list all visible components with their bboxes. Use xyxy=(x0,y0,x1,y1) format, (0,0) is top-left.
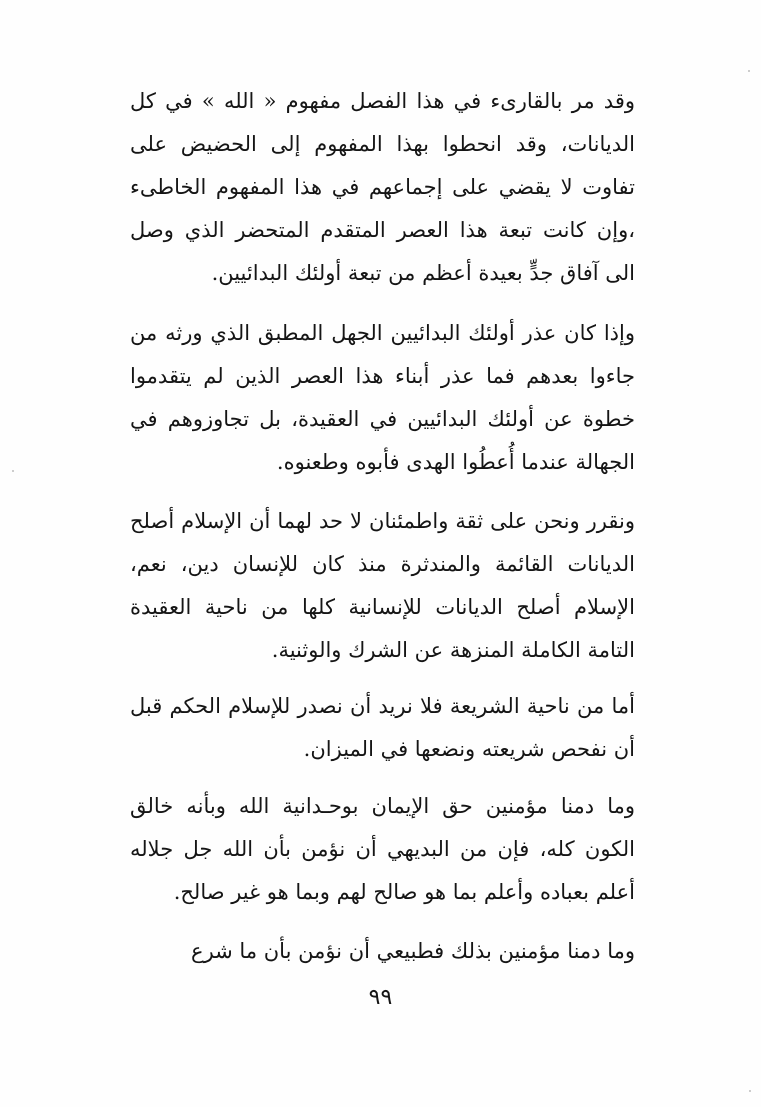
paragraph: وما دمنا مؤمنين حق الإيمان بوحـدانية الله وبأنه خالق الكون كله، فإن من البديهي أن نؤمن بأن الله جل جلاله أعلم بعباده وأعلم بما هو صالح لهم وبما هو غير صالح. xyxy=(130,794,635,904)
scan-speck xyxy=(12,470,14,472)
scan-speck xyxy=(748,70,750,72)
paragraph: وما دمنا مؤمنين بذلك فطبيعي أن نؤمن بأن ما شرع xyxy=(191,939,635,963)
paragraph: ونقرر ونحن على ثقة واطمئنان لا حد لهما أن الإسلام أصلح الديانات القائمة والمندثرة منذ كان للإنسان دين، نعم، الإسلام أصلح الديانات للإنسانية كلها من ناحية العقيدة التامة الكاملة المنزهة عن الشرك والوثنية. xyxy=(130,509,635,662)
paragraph: أما من ناحية الشريعة فلا نريد أن نصدر للإسلام الحكم قبل أن نفحص شريعته ونضعها في الميزان. xyxy=(130,694,635,761)
paragraph: وإذا كان عذر أولئك البدائيين الجهل المطبق الذي ورثه من جاءوا بعدهم فما عذر أبناء هذا العصر الذين لم يتقدموا خطوة عن أولئك البدائيين في العقيدة، بل تجاوزوهم في الجهالة عندما أُعطُوا الهدى فأبوه وطعنوه. xyxy=(130,321,635,474)
paragraph: وقد مر بالقارىء في هذا الفصل مفهوم « الله » في كل الديانات، وقد انحطوا بهذا المفهوم إلى الحضيض على تفاوت لا يقضي على إجماعهم في هذا المفهوم الخاطىء ،وإن كانت تبعة هذا العصر المتقدم المتحضر الذي وصل الى آفاق جدٍّ بعيدة أعظم من تبعة أولئك البدائيين. xyxy=(130,89,635,285)
scan-speck xyxy=(749,1090,751,1092)
page-number: ٩٩ xyxy=(368,985,393,1010)
